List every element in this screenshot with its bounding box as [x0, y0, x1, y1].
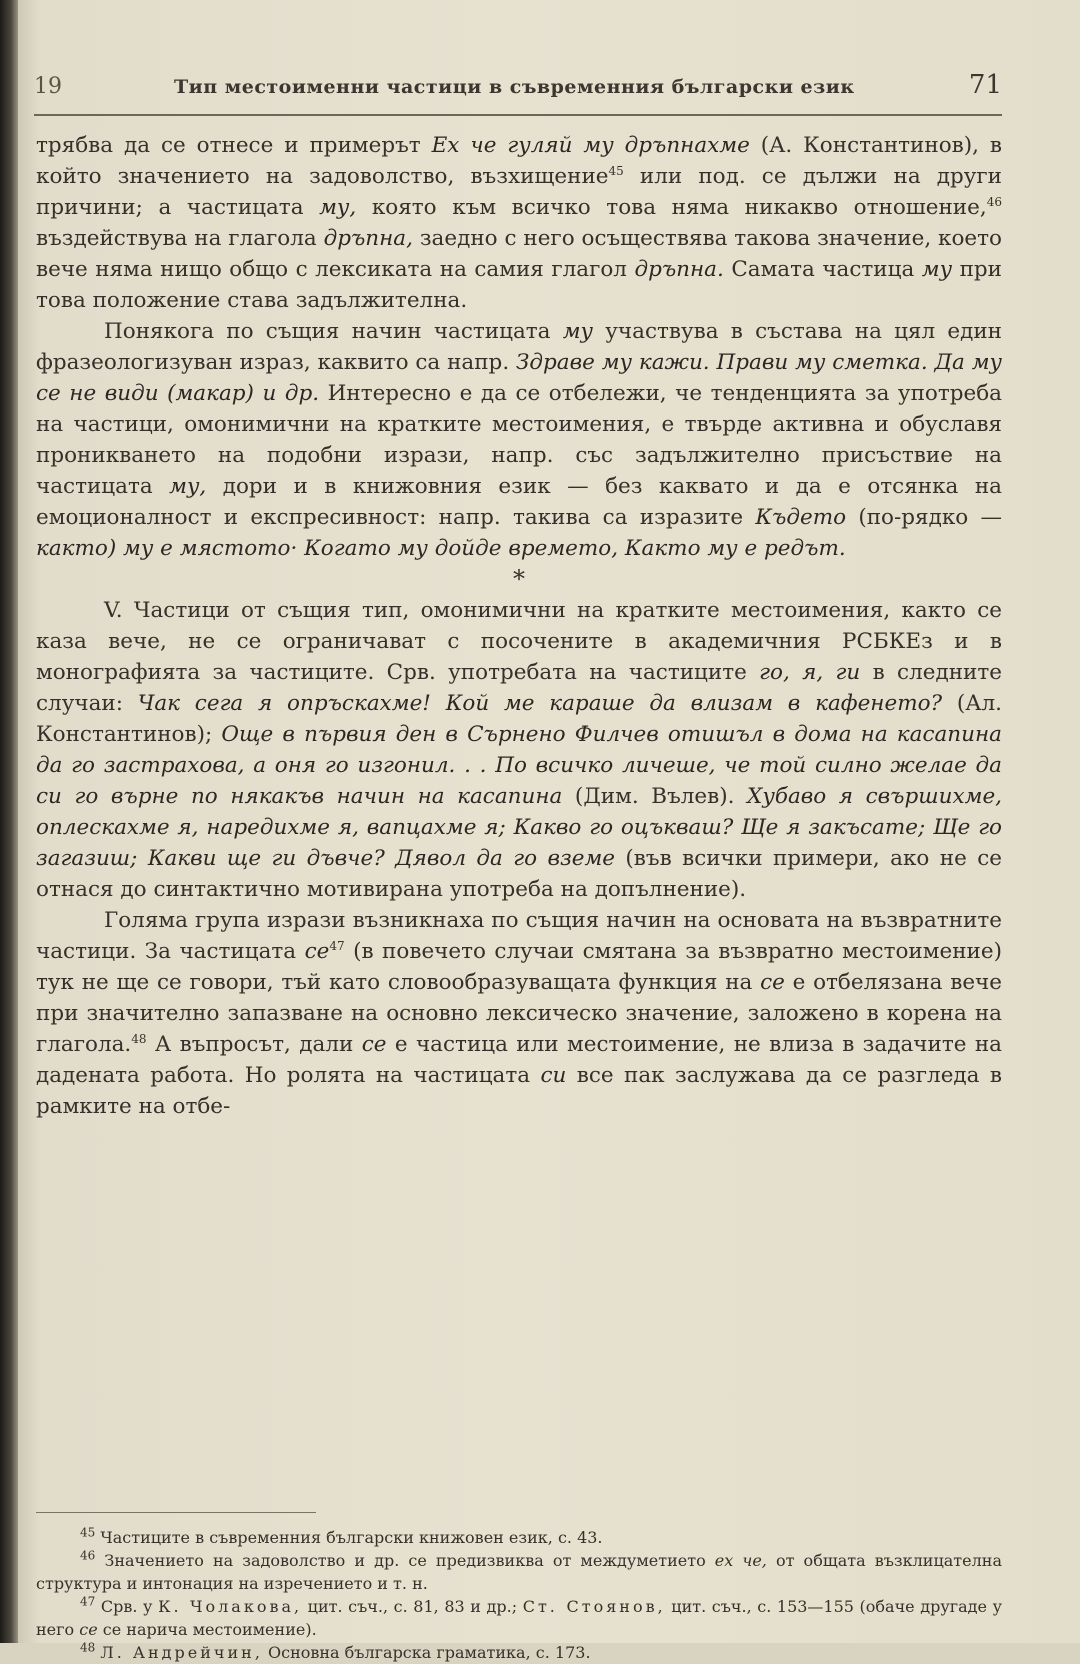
- footnotes: [36, 1526, 1002, 1664]
- footnote-45: $^{45}$ Частиците в съвременния български книжовен език, с. 43.: [80, 1525, 603, 1547]
- running-header: [34, 70, 1002, 116]
- body-text: [36, 130, 1002, 1122]
- page-number: 71: [968, 70, 1002, 100]
- footnote-46: $^{46}$ Значението на задоволство и др. се предизвиква от междуметието ех че, от общата възклицателна структура и интонация на изречението и т. н.: [36, 1548, 1002, 1593]
- paragraph-4: Голяма група изрази възникнаха по същия начин на основата на възвратните частици. За частицата $се^{47}$ (в повечето случаи смятана за възвратно местоимение) тук не ще се говори, тъй като словообразуващата функция на се е отбелязана вече при значително запазване на основно лексическо значение, заложено в корена на глагола.$^{48}$ А въпросът, дали се е частица или местоимение, не влиза в задачите на дадената работа. Но ролята на частицата си все пак заслужава да се разгледа в рамките на отбе-: [36, 908, 1002, 1119]
- book-binding: [0, 0, 18, 1643]
- footnote-rule: [36, 1512, 316, 1513]
- paragraph-3: V. Частици от същия тип, омонимични на кратките местоимения, както се каза вече, не се ограничават с посочените в академичния РСБКЕз и в монографията за частиците. Срв. употребата на частиците го, я, ги в следните случаи: Чак сега я опръскахме! Кой ме караше да влизам в кафенето? (Ал. Константинов); Още в първия ден в Сърнено Филчев отишъл в дома на касапина да го застрахова, а оня го изгонил. . . По всичко личеше, че той силно желае да си го върне по някакъв начин на касапина (Дим. Вълев). Хубаво я свършихме, оплескахме я, наредихме я, вапцахме я; Какво го оцъкваш? Ще я закъсате; Ще го загазиш; Какви ще ги дъвче? Дявол да го вземе (във всички примери, ако не се отнася до синтактично мотивирана употреба на допълнение).: [36, 598, 1003, 902]
- header-section-number: 19: [34, 74, 62, 99]
- paragraph-2: Понякога по същия начин частицата му участвува в състава на цял един фразеологизуван израз, каквито са напр. Здраве му кажи. Прави му сметка. Да му се не види (макар) и др. Интересно е да се отбележи, че тенденцията за употреба на частици, омонимични на кратките местоимения, е твърде активна и обуславя проникването на подобни изрази, напр. със задължително присъствие на частицата му, дори и в книжовния език — без каквато и да е отсянка на емоционалност и експресивност: напр. такива са изразите Където (по-рядко — както) му е мястото· Когато му дойде времето, Както му е редът.: [36, 319, 1002, 561]
- footnote-48: $^{48}$ Л. Андрейчин, Основна българска граматика, с. 173.: [80, 1640, 591, 1662]
- header-title: Тип местоименни частици в съвременния български език: [174, 76, 855, 98]
- paragraph-1: трябва да се отнесе и примерът Ех че гуляй му дръпнахме (А. Константинов), в който значението на задоволство, възхищение$^{45}$ или под. се дължи на други причини; а частицата му, която към всичко това няма никакво отношение,$^{46}$ въздействува на глагола дръпна, заедно с него осъществява такова значение, което вече няма нищо общо с лексиката на самия глагол дръпна. Самата частица му при това положение става задължителна.: [36, 133, 1003, 313]
- section-separator: *: [513, 565, 525, 593]
- footnote-47: $^{47}$ Срв. у К. Чолакова, цит. съч., с. 81, 83 и др.; Ст. Стоянов, цит. съч., с. 153—155 (обаче другаде у него се се нарича местоимение).: [36, 1594, 1002, 1639]
